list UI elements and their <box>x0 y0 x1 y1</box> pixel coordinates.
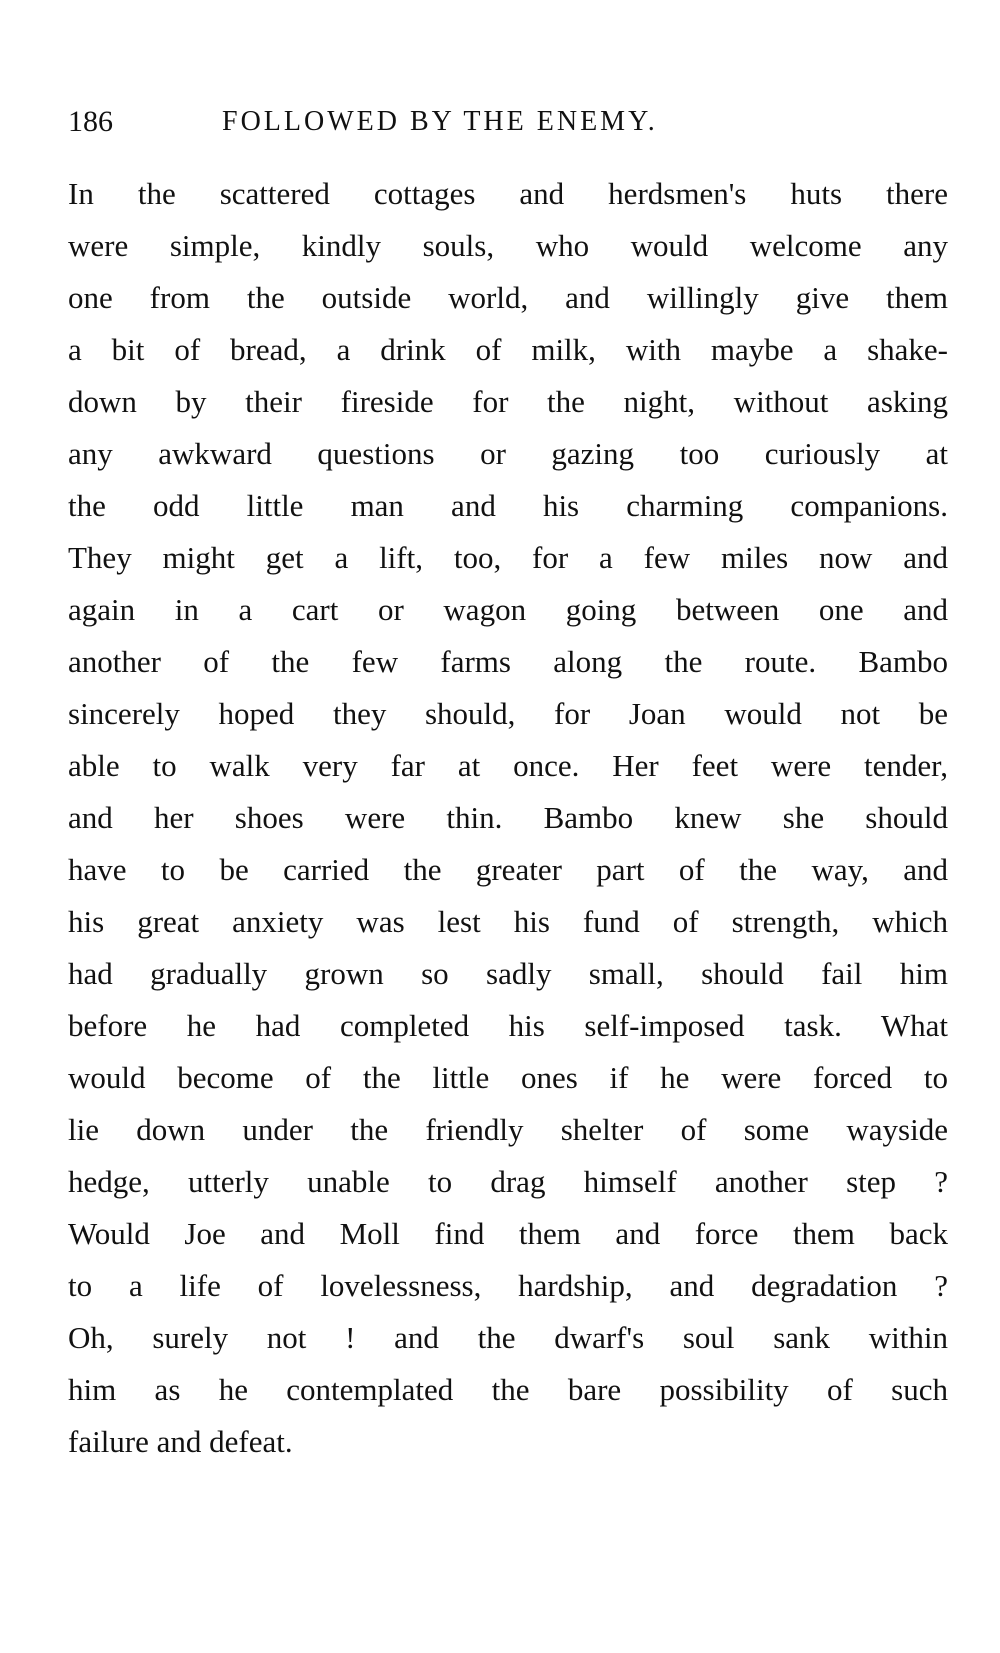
text-line: another of the few farms along the route. Bambo <box>68 644 948 679</box>
text-line: have to be carried the greater part of the way, and <box>68 852 948 887</box>
text-line: failure and defeat. <box>68 1424 293 1459</box>
text-line: They might get a lift, too, for a few miles now and <box>68 540 948 575</box>
body-text <box>68 168 948 1468</box>
text-line: hedge, utterly unable to drag himself another step ? <box>68 1164 948 1199</box>
text-line: before he had completed his self-imposed task. What <box>68 1008 948 1043</box>
text-line: the odd little man and his charming companions. <box>68 488 948 523</box>
text-line: his great anxiety was lest his fund of strength, which <box>68 904 948 939</box>
text-line: and her shoes were thin. Bambo knew she should <box>68 800 948 835</box>
text-line: lie down under the friendly shelter of some wayside <box>68 1112 948 1147</box>
text-line: down by their fireside for the night, without asking <box>68 384 948 419</box>
text-line: him as he contemplated the bare possibility of such <box>68 1372 948 1407</box>
text-line: again in a cart or wagon going between one and <box>68 592 948 627</box>
text-line: a bit of bread, a drink of milk, with maybe a shake- <box>68 332 948 367</box>
text-line: would become of the little ones if he were forced to <box>68 1060 948 1095</box>
running-title: FOLLOWED BY THE ENEMY. <box>222 106 658 137</box>
text-line: Oh, surely not ! and the dwarf's soul sank within <box>68 1320 948 1355</box>
page-number: 186 <box>68 105 113 138</box>
text-line: to a life of lovelessness, hardship, and degradation ? <box>68 1268 948 1303</box>
text-line: Would Joe and Moll find them and force them back <box>68 1216 948 1251</box>
text-line: able to walk very far at once. Her feet were tender, <box>68 748 948 783</box>
text-line: In the scattered cottages and herdsmen's huts there <box>68 176 948 211</box>
text-line: were simple, kindly souls, who would welcome any <box>68 228 948 263</box>
text-line: had gradually grown so sadly small, should fail him <box>68 956 948 991</box>
text-line: one from the outside world, and willingly give them <box>68 280 948 315</box>
running-head <box>68 102 948 142</box>
text-line: sincerely hoped they should, for Joan would not be <box>68 696 948 731</box>
text-line: any awkward questions or gazing too curiously at <box>68 436 948 471</box>
